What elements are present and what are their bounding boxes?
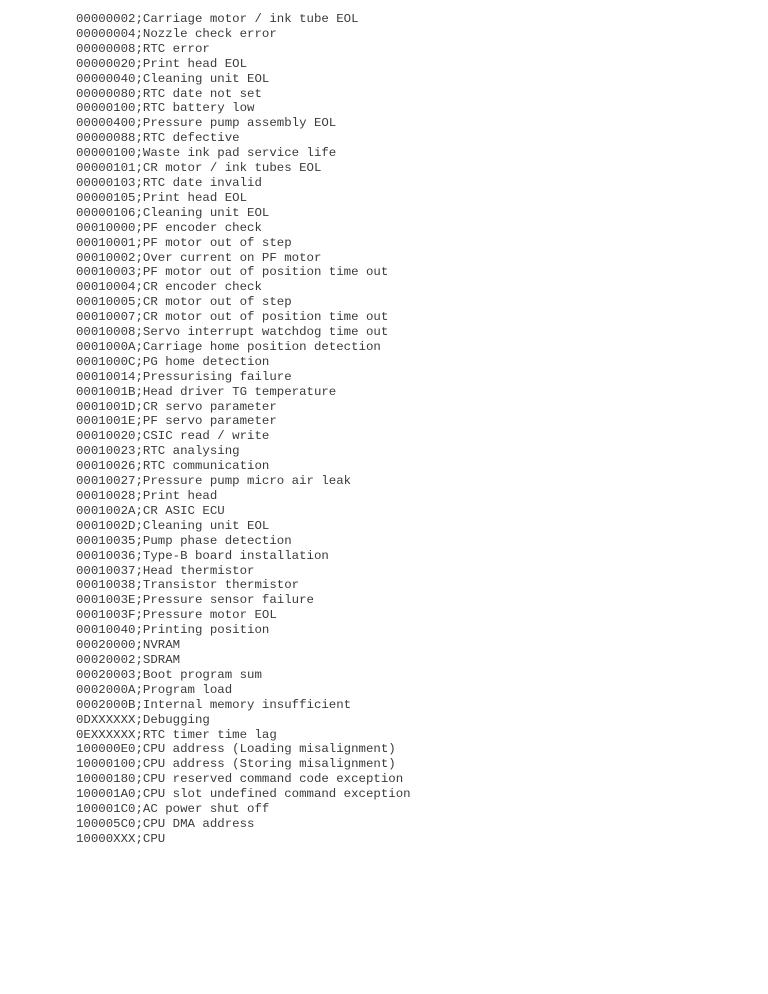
- error-code-line: 0001003F;Pressure motor EOL: [76, 608, 277, 623]
- error-code-line: 0001001E;PF servo parameter: [76, 414, 277, 429]
- error-code-line: 0DXXXXXX;Debugging: [76, 712, 210, 727]
- error-code-line: 00010001;PF motor out of step: [76, 235, 292, 250]
- error-code-line: 10000180;CPU reserved command code exception: [76, 772, 404, 787]
- error-code-line: 0001000A;Carriage home position detection: [76, 339, 381, 354]
- error-code-line: 00010003;PF motor out of position time out: [76, 265, 389, 280]
- error-code-line: 10000XXX;CPU: [76, 831, 166, 846]
- error-code-line: 00020000;NVRAM: [76, 638, 181, 653]
- error-code-line: 00000100;Waste ink pad service life: [76, 146, 337, 161]
- error-code-line: 0001002A;CR ASIC ECU: [76, 503, 225, 518]
- error-code-line: 100001A0;CPU slot undefined command exception: [76, 787, 411, 802]
- error-code-line: 100000E0;CPU address (Loading misalignment): [76, 742, 396, 757]
- error-code-line: 00000101;CR motor / ink tubes EOL: [76, 161, 322, 176]
- error-code-line: 00000105;Print head EOL: [76, 190, 248, 205]
- error-code-line: 00000080;RTC date not set: [76, 86, 262, 101]
- error-code-line: 0002000B;Internal memory insufficient: [76, 697, 352, 712]
- error-code-line: 0001001D;CR servo parameter: [76, 399, 277, 414]
- error-code-line: 00010007;CR motor out of position time out: [76, 310, 389, 325]
- error-code-line: 00000088;RTC defective: [76, 131, 240, 146]
- error-code-line: 10000100;CPU address (Storing misalignment): [76, 757, 396, 772]
- error-code-line: 00010027;Pressure pump micro air leak: [76, 474, 352, 489]
- error-code-line: 0001002D;Cleaning unit EOL: [76, 518, 270, 533]
- error-code-line: 00000106;Cleaning unit EOL: [76, 205, 270, 220]
- error-code-line: 00000020;Print head EOL: [76, 56, 248, 71]
- error-code-line: 00010038;Transistor thermistor: [76, 578, 300, 593]
- error-code-line: 100005C0;CPU DMA address: [76, 816, 255, 831]
- error-code-line: 00010008;Servo interrupt watchdog time out: [76, 325, 389, 340]
- error-code-line: 00010004;CR encoder check: [76, 280, 262, 295]
- error-code-line: 00000040;Cleaning unit EOL: [76, 71, 270, 86]
- error-code-line: 00000400;Pressure pump assembly EOL: [76, 116, 337, 131]
- error-code-line: 00000100;RTC battery low: [76, 101, 255, 116]
- error-code-line: 00010020;CSIC read / write: [76, 429, 270, 444]
- error-code-line: 0001000C;PG home detection: [76, 354, 270, 369]
- error-code-line: 00010000;PF encoder check: [76, 220, 262, 235]
- error-code-line: 00000002;Carriage motor / ink tube EOL: [76, 12, 359, 26]
- error-code-line: 00020002;SDRAM: [76, 652, 181, 667]
- error-code-line: 00010035;Pump phase detection: [76, 533, 292, 548]
- error-code-line: 0EXXXXXX;RTC timer time lag: [76, 727, 277, 742]
- error-code-line: 00020003;Boot program sum: [76, 667, 262, 682]
- error-code-line: 00000008;RTC error: [76, 41, 210, 56]
- error-code-line: 0001001B;Head driver TG temperature: [76, 384, 337, 399]
- error-code-line: 00010040;Printing position: [76, 623, 270, 638]
- error-code-line: 100001C0;AC power shut off: [76, 802, 270, 817]
- error-code-line: 00010005;CR motor out of step: [76, 295, 292, 310]
- error-code-line: 00010026;RTC communication: [76, 459, 270, 474]
- error-code-line: 00010014;Pressurising failure: [76, 369, 292, 384]
- error-code-list: [76, 12, 756, 847]
- error-code-line: 00010028;Print head: [76, 489, 218, 503]
- error-code-line: 00000004;Nozzle check error: [76, 26, 277, 41]
- error-code-line: 00010037;Head thermistor: [76, 563, 255, 578]
- error-code-line: 00010002;Over current on PF motor: [76, 250, 322, 265]
- error-code-line: 0001003E;Pressure sensor failure: [76, 593, 314, 608]
- error-code-line: 00000103;RTC date invalid: [76, 175, 262, 190]
- error-code-line: 0002000A;Program load: [76, 682, 233, 697]
- error-code-line: 00010036;Type-B board installation: [76, 548, 329, 563]
- error-code-line: 00010023;RTC analysing: [76, 444, 240, 459]
